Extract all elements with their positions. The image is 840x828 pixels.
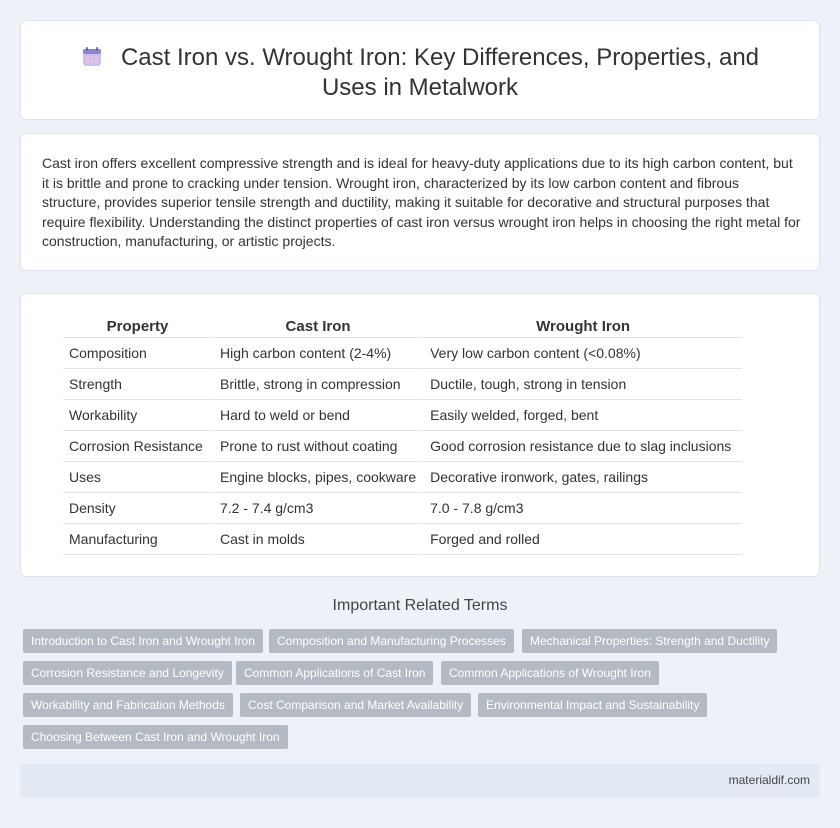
footer-bar [20,764,820,798]
related-term-link[interactable]: Workability and Fabrication Methods [23,693,233,717]
related-term-link[interactable]: Introduction to Cast Iron and Wrought Iron [23,629,263,653]
cell-property: Corrosion Resistance [63,431,212,462]
cell-cast-iron: Brittle, strong in compression [212,369,422,400]
cell-cast-iron: Hard to weld or bend [212,400,422,431]
related-term-link[interactable]: Common Applications of Cast Iron [236,661,433,685]
page-title-wrap [51,43,789,103]
cell-wrought-iron: Good corrosion resistance due to slag inclusions [422,431,742,462]
header-cast-iron: Cast Iron [212,314,422,338]
related-term-link[interactable]: Corrosion Resistance and Longevity [23,661,232,685]
footer-site-link[interactable]: materialdif.com [728,773,810,787]
cell-property: Workability [63,400,212,431]
cell-property: Manufacturing [63,524,212,555]
related-term-link[interactable]: Choosing Between Cast Iron and Wrought Iron [23,725,288,749]
page-title: Cast Iron vs. Wrought Iron: Key Differences, Properties, and Uses in Metalwork [120,44,760,101]
cell-wrought-iron: 7.0 - 7.8 g/cm3 [422,493,742,524]
related-term-link[interactable]: Composition and Manufacturing Processes [269,629,514,653]
cell-cast-iron: Cast in molds [212,524,422,555]
related-term-link[interactable]: Environmental Impact and Sustainability [478,693,707,717]
cell-cast-iron: High carbon content (2-4%) [212,338,422,369]
cell-cast-iron: Engine blocks, pipes, cookware [212,462,422,493]
calendar-icon [81,46,103,68]
cell-wrought-iron: Ductile, tough, strong in tension [422,369,742,400]
intro-card [20,133,820,271]
cell-property: Density [63,493,212,524]
cell-cast-iron: 7.2 - 7.4 g/cm3 [212,493,422,524]
cell-wrought-iron: Decorative ironwork, gates, railings [422,462,742,493]
related-term-link[interactable]: Cost Comparison and Market Availability [240,693,471,717]
cell-wrought-iron: Easily welded, forged, bent [422,400,742,431]
cell-property: Uses [63,462,212,493]
related-term-link[interactable]: Common Applications of Wrought Iron [441,661,659,685]
related-term-link[interactable]: Mechanical Properties: Strength and Ductility [522,629,777,653]
comparison-table [63,314,742,555]
table-row [63,369,742,400]
intro-paragraph: Cast iron offers excellent compressive strength and is ideal for heavy-duty applications due to its high carbon content, but it is brittle and prone to cracking under tension. Wrought iron, characterized by its low carbon content and fibrous structure, provides superior tensile strength and ductility, making it suitable for decorative and structural purposes that require flexibility. Understanding the distinct properties of cast iron versus wrought iron helps in choosing the right metal for construction, manufacturing, or artistic projects. [42,155,801,249]
table-row [63,431,742,462]
related-terms-title: Important Related Terms [332,597,508,614]
cell-cast-iron: Prone to rust without coating [212,431,422,462]
comparison-card [20,293,820,577]
table-header-row [63,314,742,338]
table-row [63,462,742,493]
table-row [63,524,742,555]
cell-property: Composition [63,338,212,369]
table-row [63,493,742,524]
table-row [63,338,742,369]
title-card [20,20,820,120]
table-row [63,400,742,431]
cell-wrought-iron: Forged and rolled [422,524,742,555]
header-wrought-iron: Wrought Iron [422,314,742,338]
header-property: Property [63,314,212,338]
cell-property: Strength [63,369,212,400]
cell-wrought-iron: Very low carbon content (<0.08%) [422,338,742,369]
